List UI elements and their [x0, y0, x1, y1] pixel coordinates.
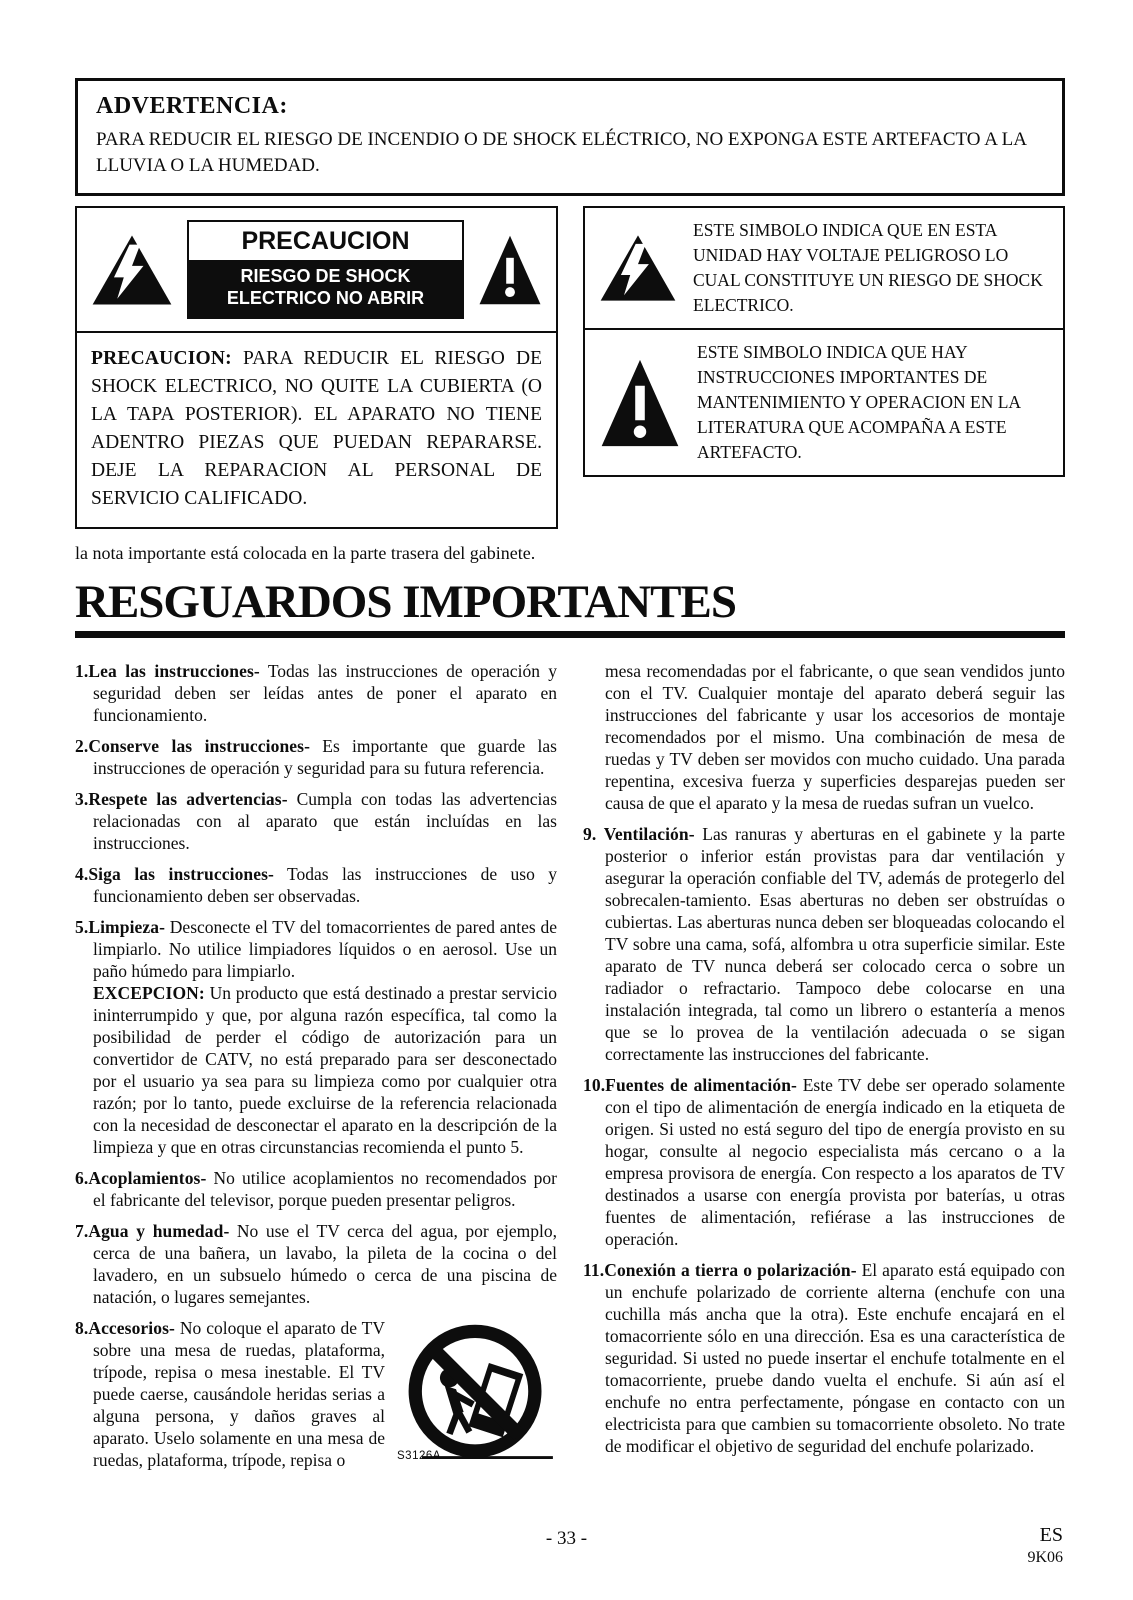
item-label: 9. Ventilación- [583, 824, 695, 844]
warning-box [75, 78, 1065, 196]
item-text: Es importante que guarde las instrucciones de operación y seguridad para su futura referencia. [93, 736, 557, 778]
symbol-row [585, 330, 1063, 475]
symbol-row [585, 208, 1063, 330]
item-text: No utilice acoplamientos no recomendados por el fabricante del televisor, porque pueden presentar peligros. [93, 1168, 557, 1210]
column-right [583, 660, 1065, 1481]
list-item [75, 660, 557, 726]
list-item [75, 1167, 557, 1211]
list-item [75, 1317, 557, 1471]
caution-body-text: PARA REDUCIR EL RIESGO DE SHOCK ELECTRICO, NO QUITE LA CUBIERTA (O LA TAPA POSTERIOR). EL APARATO NO TIENE ADENTRO PIEZAS QUE PUEDAN REPARARSE. DEJE LA REPARACION AL PERSONAL DE SERVICIO CALIFICADO. [91, 348, 542, 509]
symbol-text: ESTE SIMBOLO INDICA QUE HAY INSTRUCCIONES IMPORTANTES DE MANTENIMIENTO Y OPERACION EN LA LITERATURA QUE ACOMPAÑA A ESTE ARTEFACTO. [697, 342, 1021, 462]
caution-label-line1: RIESGO DE SHOCK [240, 266, 411, 286]
caution-body-lead: PRECAUCION: [91, 348, 232, 369]
caution-label-title: PRECAUCION [189, 222, 462, 260]
item-exception-label: EXCEPCION: [93, 983, 205, 1003]
item-exception-text: Un producto que está destinado a prestar servicio ininterrumpido y que, por alguna razón específica, tal como la posibilidad de perder el código de autorización para un convertidor de CATV, no está preparado para ser desconectado por el usuario ya sea para su limpieza como por cualquier otra razón; por lo tanto, puede excluirse de la referencia relacionada con la necesidad de desconectar el aparato en la descripción de la limpieza y que en otras circunstancias recomienda el punto 5. [93, 983, 557, 1157]
item-label: 6.Acoplamientos- [75, 1168, 207, 1188]
column-left [75, 660, 557, 1481]
caution-label-box [187, 220, 464, 319]
warning-text: PARA REDUCIR EL RIESGO DE INCENDIO O DE SHOCK ELÉCTRICO, NO EXPONGA ESTE ARTEFACTO A LA LLUVIA O LA HUMEDAD. [96, 129, 1026, 176]
alert-triangle-icon [599, 357, 681, 449]
item-label: 8.Accesorios- [75, 1318, 175, 1338]
caution-body [77, 333, 556, 527]
revision-code: 9K06 [1027, 1549, 1063, 1566]
list-item [75, 788, 557, 854]
item-text: Las ranuras y aberturas en el gabinete y la parte posterior o inferior están provistas para dar ventilación y asegurar la operación confiable del TV, además de protegerlo del sobrecalen-tamiento. Esas aberturas no deben ser obstruídas o cubiertas. Las aberturas nunca deben ser bloqueadas colocando el TV sobre una cama, sofá, alfombra u otra superficie similar. Este aparato de TV nunca deberá ser colocado cerca o sobre un radiador o refractario. Tampoco debe colocarse en una instalación integrada, tal como un librero o estantería a menos que se lo provea de la ventilación adecuada o se sigan correctamente las instrucciones del fabricante. [605, 824, 1065, 1064]
item-label: 3.Respete las advertencias- [75, 789, 288, 809]
list-item [75, 863, 557, 907]
list-item [583, 1259, 1065, 1457]
symbol-text: ESTE SIMBOLO INDICA QUE EN ESTA UNIDAD HAY VOLTAJE PELIGROSO LO CUAL CONSTITUYE UN RIESGO DE SHOCK ELECTRICO. [693, 220, 1043, 315]
item-label: 7.Agua y humedad- [75, 1221, 230, 1241]
continuation-text: mesa recomendadas por el fabricante, o que sean vendidos junto con el TV. Cualquier montaje del aparato deberá seguir las instrucciones del fabricante y usar los accesorios de montaje recomendados por el mismo. Una combinación de mesa de ruedas y TV deben ser movidos con mucho cuidado. Una parada repentina, excesiva fuerza y superficies desparejas pueden ser causa de que el aparato y la mesa de ruedas sufran un vuelco. [605, 661, 1065, 813]
item-label: 4.Siga las instrucciones- [75, 864, 274, 884]
item-text: Cumpla con todas las advertencias relacionadas con al aparato que están incluídas en las instrucciones. [93, 789, 558, 853]
caution-label-line2: ELECTRICO NO ABRIR [226, 288, 425, 308]
item-label: 2.Conserve las instrucciones- [75, 736, 310, 756]
item-label: 1.Lea las instrucciones- [75, 661, 260, 681]
item-text: Desconecte el TV del tomacorrientes de pared antes de limpiarlo. No utilice limpiadores líquidos o en aerosol. Use un paño húmedo para limpiarlo. [93, 917, 557, 981]
item-text: Todas las instrucciones de operación y seguridad deben ser leídas antes de poner el aparato en funcionamiento. [93, 661, 558, 725]
figure-label: S3126A [397, 1450, 441, 1462]
item-label: 11.Conexión a tierra o polarización- [583, 1260, 857, 1280]
page-content [75, 78, 1065, 1481]
item-text: El aparato está equipado con un enchufe polarizado de corriente alterna (enchufe con una cuchilla más ancha que la otra). Este enchufe encajará en el tomacorriente sólo en una dirección. Esa es una característica de seguridad. Si usted no puede insertar el enchufe totalmente en el tomacorriente, pruebe dando vuelta el enchufe. Si aún así el enchufe no entra perfectamente, póngase en contacto con un electricista para que cambien su tomacorriente obsoleto. No trate de modificar el objetivo de seguridad del enchufe polarizado. [605, 1260, 1065, 1456]
page-title: RESGUARDOS IMPORTANTES [75, 576, 736, 628]
page-number: - 33 - [545, 1528, 588, 1549]
caution-box [75, 206, 558, 529]
item-text: No coloque el aparato de TV sobre una mesa de ruedas, plataforma, trípode, repisa o mesa inestable. El TV puede caerse, causándole heridas serias a alguna persona, y daños graves al aparato. Uselo solamente en una mesa de ruedas, plataforma, trípode, repisa o [93, 1318, 385, 1470]
item-label: 5.Limpieza- [75, 917, 166, 937]
list-item [75, 1220, 557, 1308]
list-item [583, 823, 1065, 1065]
high-voltage-triangle-icon [91, 233, 173, 307]
list-item [75, 916, 557, 1158]
warning-title: ADVERTENCIA: [96, 93, 288, 119]
title-rule [75, 631, 1065, 638]
footer-codes [1027, 1524, 1063, 1567]
caution-label-subtitle [189, 260, 462, 317]
item-label: 10.Fuentes de alimentación- [583, 1075, 797, 1095]
no-cart-warning-figure [395, 1319, 557, 1477]
cabinet-note: la nota importante está colocada en la parte trasera del gabinete. [75, 543, 536, 563]
caution-boxes-row [75, 206, 1065, 529]
caution-box-header [77, 208, 556, 333]
high-voltage-triangle-icon [599, 233, 677, 303]
item-text: No use el TV cerca del agua, por ejemplo, cerca de una bañera, un lavabo, la pileta de la cocina o del lavadero, en un subsuelo húmedo o cerca de una piscina de natación, o lugares semejantes. [93, 1221, 557, 1307]
list-item [583, 1074, 1065, 1250]
item-text: Este TV debe ser operado solamente con el tipo de alimentación de energía indicado en la etiqueta de origen. Si usted no está seguro del tipo de energía provisto en su hogar, consulte al negocio especialista más cercano o a la empresa provisora de energía. Con respecto a los aparatos de TV destinados a usarse con energía provista por baterías, u otras fuentes de alimentación, refiérase a las instrucciones de operación. [605, 1075, 1065, 1249]
instructions-columns [75, 660, 1065, 1481]
list-item [75, 735, 557, 779]
item-text: Todas las instrucciones de uso y funcionamiento deben ser observadas. [93, 864, 557, 906]
symbols-box [583, 206, 1065, 477]
language-code: ES [1039, 1524, 1063, 1546]
alert-triangle-icon [478, 232, 542, 308]
